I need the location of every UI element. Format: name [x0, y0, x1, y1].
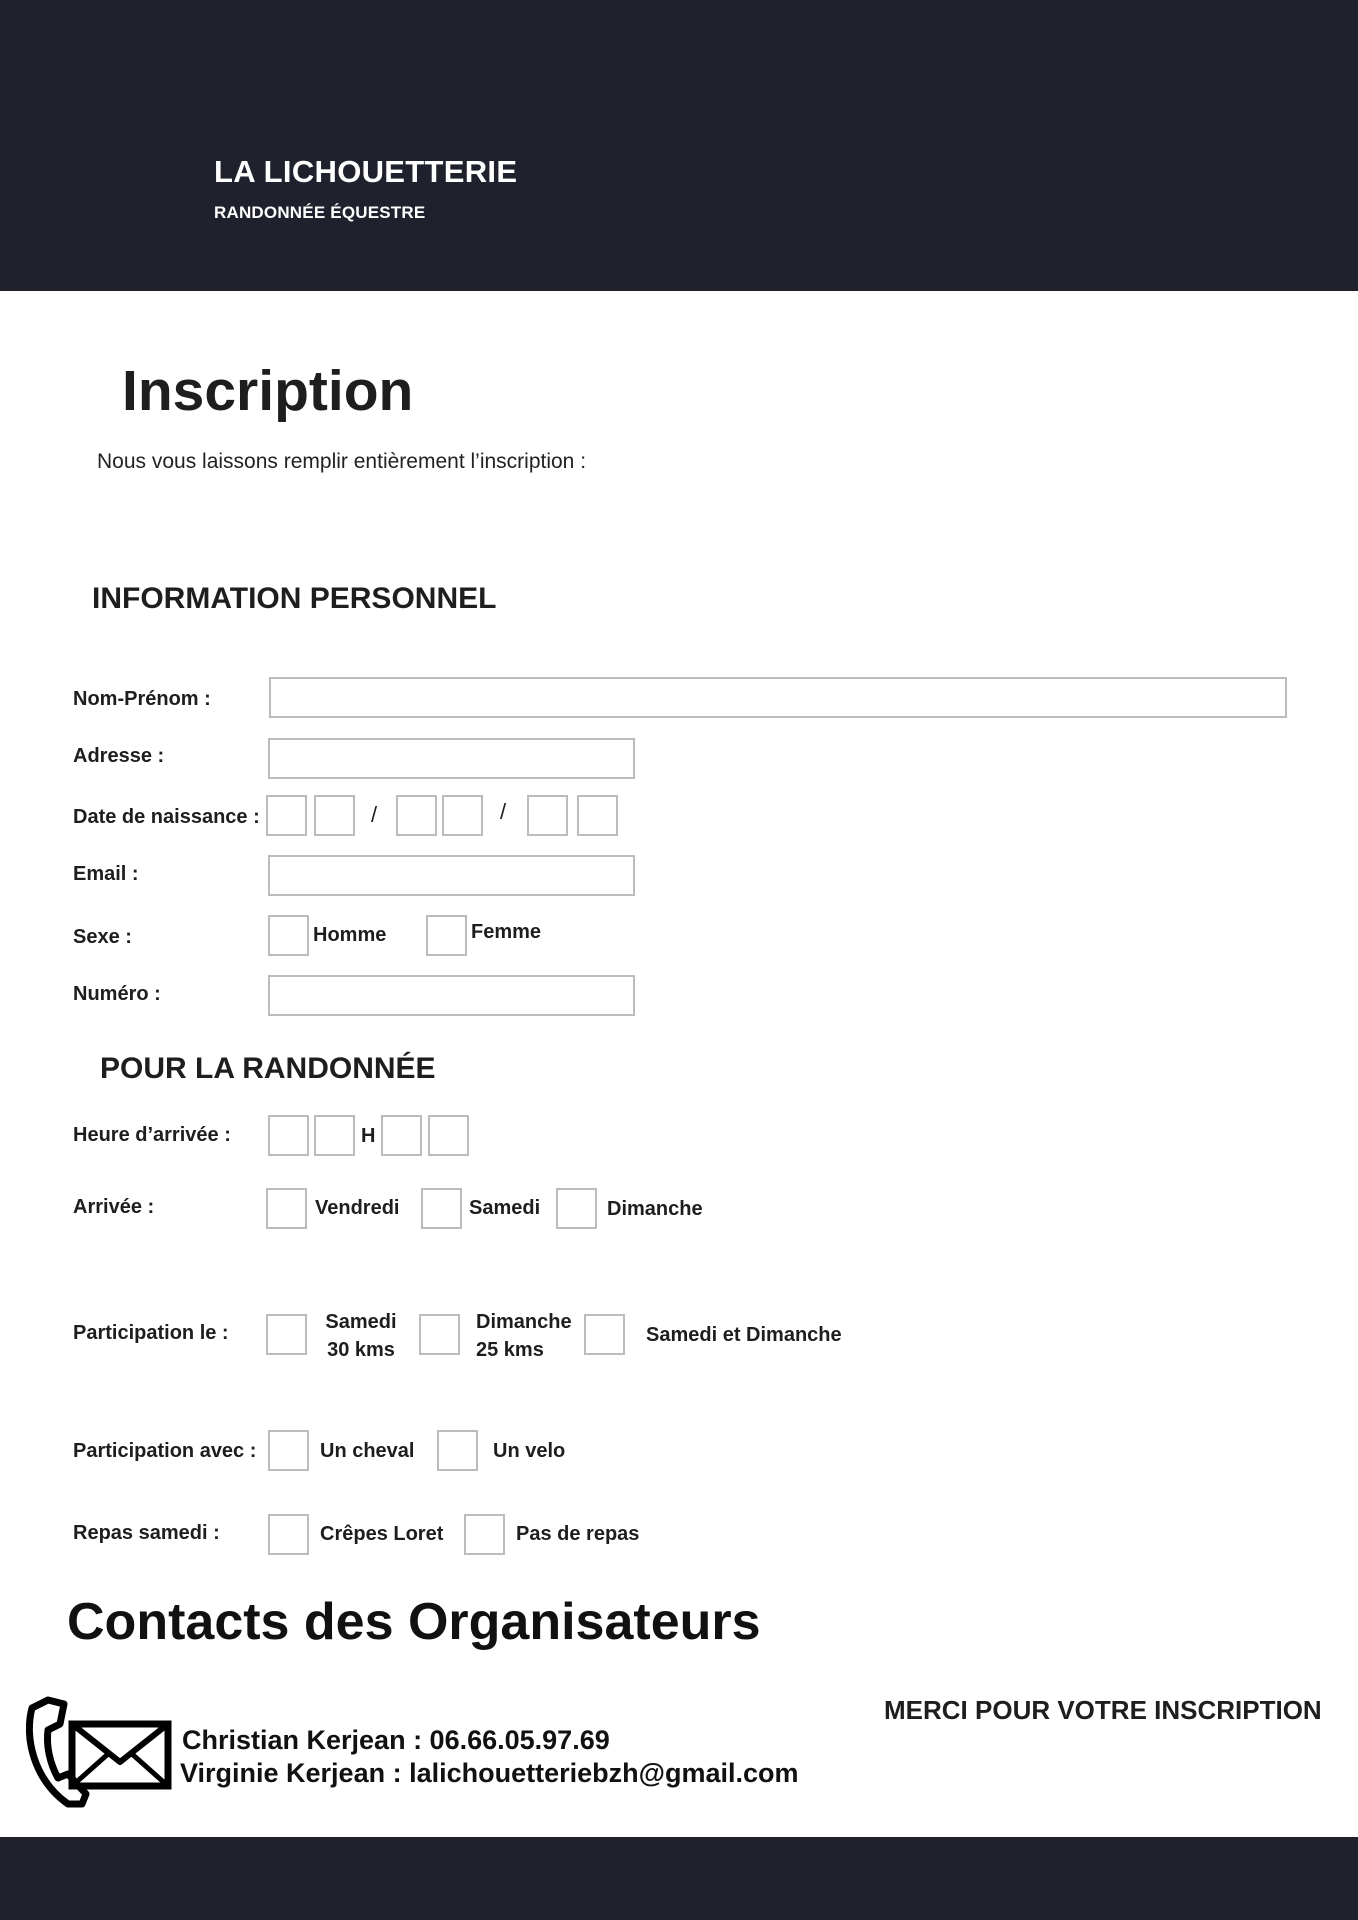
arrival-minute-digit-1[interactable] [381, 1115, 422, 1156]
meal-crepes-checkbox[interactable] [268, 1514, 309, 1555]
phone-field[interactable] [268, 975, 635, 1016]
participation-both-checkbox[interactable] [584, 1314, 625, 1355]
hour-separator: H [361, 1125, 376, 1147]
sex-label: Sexe : [73, 926, 132, 948]
contact-christian: Christian Kerjean : 06.66.05.97.69 [182, 1725, 610, 1755]
contact-virginie: Virginie Kerjean : lalichouetteriebzh@gmail.com [180, 1758, 799, 1788]
with-bike-label: Un velo [493, 1440, 566, 1462]
sex-homme-label: Homme [313, 924, 387, 946]
arrival-vendredi-checkbox[interactable] [266, 1188, 307, 1229]
intro-text: Nous vous laissons remplir entièrement l’inscription : [97, 450, 587, 473]
participation-samedi-label: Samedi [325, 1311, 397, 1333]
birth-day-digit-2[interactable] [314, 795, 355, 836]
with-bike-checkbox[interactable] [437, 1430, 478, 1471]
arrival-vendredi-label: Vendredi [315, 1197, 400, 1219]
header-band [0, 0, 1358, 291]
arrival-minute-digit-2[interactable] [428, 1115, 469, 1156]
name-field[interactable] [269, 677, 1287, 718]
meal-none-label: Pas de repas [516, 1523, 640, 1545]
meal-none-checkbox[interactable] [464, 1514, 505, 1555]
brand-tagline: RANDONNÉE ÉQUESTRE [214, 203, 426, 222]
name-label: Nom-Prénom : [73, 688, 211, 710]
address-field[interactable] [268, 738, 635, 779]
participation-samedi-checkbox[interactable] [266, 1314, 307, 1355]
brand-name: LA LICHOUETTERIE [214, 154, 518, 189]
sex-homme-checkbox[interactable] [268, 915, 309, 956]
participation-label: Participation le : [73, 1322, 229, 1344]
arrival-label: Arrivée : [73, 1196, 155, 1218]
sex-femme-checkbox[interactable] [426, 915, 467, 956]
arrival-dimanche-checkbox[interactable] [556, 1188, 597, 1229]
page-title: Inscription [122, 359, 414, 423]
sex-femme-label: Femme [471, 921, 542, 943]
participation-with-label: Participation avec : [73, 1440, 257, 1462]
thanks-message: MERCI POUR VOTRE INSCRIPTION [884, 1695, 1322, 1725]
with-horse-label: Un cheval [320, 1440, 415, 1462]
address-label: Adresse : [73, 745, 165, 767]
birth-year-digit-2[interactable] [577, 795, 618, 836]
meal-crepes-label: Crêpes Loret [320, 1523, 444, 1545]
email-label: Email : [73, 863, 139, 885]
arrival-samedi-checkbox[interactable] [421, 1188, 462, 1229]
arrival-hour-digit-2[interactable] [314, 1115, 355, 1156]
participation-samedi-distance: 30 kms [327, 1339, 395, 1361]
email-field[interactable] [268, 855, 635, 896]
birth-day-digit-1[interactable] [266, 795, 307, 836]
birthdate-label: Date de naissance : [73, 806, 260, 828]
section-title-hike: POUR LA RANDONNÉE [100, 1052, 436, 1085]
birth-month-digit-1[interactable] [396, 795, 437, 836]
meal-label: Repas samedi : [73, 1522, 220, 1544]
arrival-samedi-label: Samedi [469, 1197, 541, 1219]
section-title-personal: INFORMATION PERSONNEL [92, 582, 497, 615]
participation-dimanche-distance: 25 kms [476, 1339, 544, 1361]
birth-year-digit-1[interactable] [527, 795, 568, 836]
arrival-time-label: Heure d’arrivée : [73, 1124, 231, 1146]
participation-dimanche-label: Dimanche [476, 1311, 572, 1333]
arrival-hour-digit-1[interactable] [268, 1115, 309, 1156]
participation-dimanche-checkbox[interactable] [419, 1314, 460, 1355]
phone-label: Numéro : [73, 983, 161, 1005]
birth-month-digit-2[interactable] [442, 795, 483, 836]
arrival-dimanche-label: Dimanche [607, 1198, 703, 1220]
with-horse-checkbox[interactable] [268, 1430, 309, 1471]
participation-both-label: Samedi et Dimanche [646, 1324, 842, 1346]
date-separator: / [500, 799, 507, 824]
contacts-title: Contacts des Organisateurs [67, 1593, 761, 1651]
date-separator: / [371, 802, 378, 827]
footer-band [0, 1837, 1358, 1920]
phone-envelope-icon [26, 1694, 174, 1810]
